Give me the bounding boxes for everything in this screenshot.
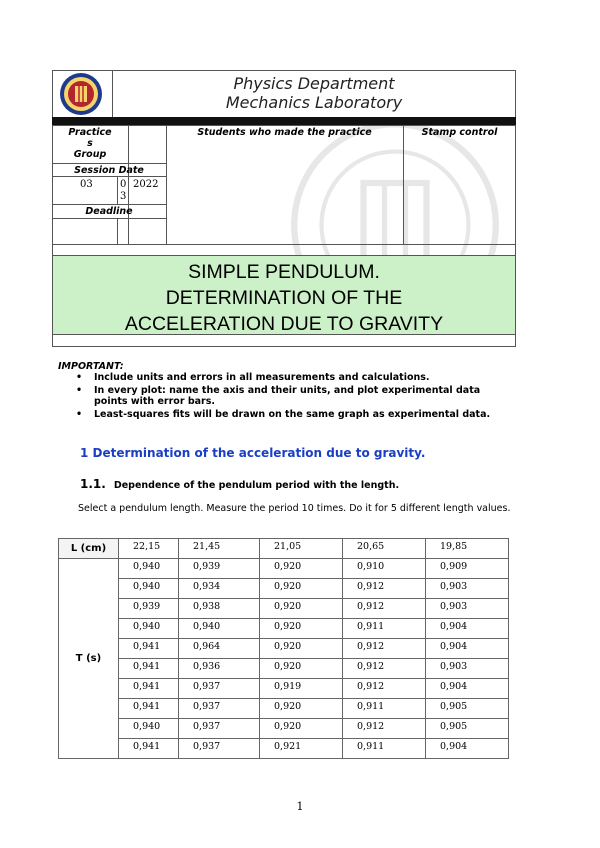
period-cell: 0,912 xyxy=(343,599,426,619)
period-cell: 0,939 xyxy=(119,599,179,619)
list-item-text: Least-squares fits will be drawn on the same graph as experimental data. xyxy=(94,408,491,420)
period-cell: 0,920 xyxy=(260,599,343,619)
period-cell: 0,904 xyxy=(426,679,509,699)
bullet-icon: • xyxy=(76,384,83,396)
session-year: 2022 xyxy=(133,179,159,190)
measurement-table xyxy=(58,538,509,759)
table-row xyxy=(59,599,509,619)
period-cell: 0,941 xyxy=(119,659,179,679)
period-cell: 0,940 xyxy=(119,579,179,599)
period-cell: 0,921 xyxy=(260,739,343,759)
university-logo-icon xyxy=(57,71,105,117)
list-item xyxy=(76,385,516,408)
list-item-text: Include units and errors in all measurements and calculations. xyxy=(94,372,430,383)
period-cell: 0,941 xyxy=(119,679,179,699)
session-date-label: Session Date xyxy=(74,165,144,176)
subsection-number: 1.1. xyxy=(80,477,106,491)
period-cell: 0,937 xyxy=(179,699,260,719)
table-row xyxy=(59,579,509,599)
period-cell: 0,936 xyxy=(179,659,260,679)
title-line: ACCELERATION DUE TO GRAVITY xyxy=(124,313,444,335)
period-cell: 0,920 xyxy=(260,699,343,719)
period-cell: 0,904 xyxy=(426,639,509,659)
period-cell: 0,912 xyxy=(343,579,426,599)
bullet-icon: • xyxy=(76,408,83,420)
period-cell: 0,912 xyxy=(343,679,426,699)
period-cell: 0,919 xyxy=(260,679,343,699)
period-cell: 0,903 xyxy=(426,599,509,619)
laboratory-name: Mechanics Laboratory xyxy=(225,93,403,112)
table-row xyxy=(59,719,509,739)
grid-line xyxy=(117,176,118,204)
stamp-control-label: Stamp control xyxy=(421,127,498,138)
important-list xyxy=(76,372,516,421)
grid-line xyxy=(52,218,166,219)
period-cell: 0,937 xyxy=(179,719,260,739)
grid-line xyxy=(403,125,404,245)
practices-group-label: Practice s Group xyxy=(68,127,112,160)
period-cell: 0,937 xyxy=(179,739,260,759)
spacer-row xyxy=(52,335,516,347)
header-bar xyxy=(52,117,516,125)
table-row xyxy=(59,559,509,579)
list-item xyxy=(76,372,516,384)
bullet-icon: • xyxy=(76,372,83,383)
length-cell: 20,65 xyxy=(343,539,426,559)
period-cell: 0,940 xyxy=(119,559,179,579)
period-cell: 0,938 xyxy=(179,599,260,619)
period-cell: 0,911 xyxy=(343,619,426,639)
list-item-text: In every plot: name the axis and their units, and plot experimental data points with error bars. xyxy=(94,384,481,407)
table-row xyxy=(59,659,509,679)
subsection-title: Dependence of the pendulum period with the length. xyxy=(113,480,400,491)
period-cell: 0,941 xyxy=(119,699,179,719)
period-cell: 0,904 xyxy=(426,739,509,759)
document-title xyxy=(52,259,516,337)
period-header: T (s) xyxy=(59,559,119,759)
period-cell: 0,910 xyxy=(343,559,426,579)
list-item xyxy=(76,409,516,421)
important-label: IMPORTANT: xyxy=(58,361,124,372)
period-cell: 0,912 xyxy=(343,639,426,659)
period-cell: 0,905 xyxy=(426,719,509,739)
grid-line xyxy=(128,125,129,245)
title-line: SIMPLE PENDULUM. xyxy=(188,261,380,283)
period-cell: 0,909 xyxy=(426,559,509,579)
period-cell: 0,920 xyxy=(260,659,343,679)
spacer-row xyxy=(52,245,516,255)
table-row xyxy=(59,619,509,639)
period-cell: 0,939 xyxy=(179,559,260,579)
period-cell: 0,912 xyxy=(343,719,426,739)
subsection-heading xyxy=(80,477,399,491)
grid-line xyxy=(52,163,166,164)
session-day: 03 xyxy=(80,179,93,190)
students-label: Students who made the practice xyxy=(197,127,372,138)
length-cell: 22,15 xyxy=(119,539,179,559)
table-row xyxy=(59,699,509,719)
period-cell: 0,941 xyxy=(119,639,179,659)
period-cell: 0,920 xyxy=(260,619,343,639)
length-cell: 19,85 xyxy=(426,539,509,559)
table-row xyxy=(59,679,509,699)
period-cell: 0,920 xyxy=(260,639,343,659)
title-line: DETERMINATION OF THE xyxy=(165,287,403,309)
section-heading: 1 Determination of the acceleration due to gravity. xyxy=(80,446,426,460)
grid-line xyxy=(166,125,167,245)
length-cell: 21,05 xyxy=(260,539,343,559)
period-cell: 0,934 xyxy=(179,579,260,599)
period-cell: 0,912 xyxy=(343,659,426,679)
page-number: 1 xyxy=(296,800,304,813)
period-cell: 0,911 xyxy=(343,739,426,759)
period-cell: 0,940 xyxy=(179,619,260,639)
grid-line xyxy=(52,204,166,205)
deadline-label: Deadline xyxy=(85,206,133,217)
header-titles xyxy=(112,74,516,112)
period-cell: 0,940 xyxy=(119,619,179,639)
period-cell: 0,920 xyxy=(260,559,343,579)
period-cell: 0,964 xyxy=(179,639,260,659)
table-row xyxy=(59,539,509,559)
length-header: L (cm) xyxy=(59,539,119,559)
grid-line xyxy=(52,176,166,177)
period-cell: 0,937 xyxy=(179,679,260,699)
department-name: Physics Department xyxy=(233,74,395,93)
instructions-paragraph: Select a pendulum length. Measure the period 10 times. Do it for 5 different length values. xyxy=(78,503,511,514)
period-cell: 0,920 xyxy=(260,579,343,599)
period-cell: 0,920 xyxy=(260,719,343,739)
period-cell: 0,903 xyxy=(426,579,509,599)
period-cell: 0,940 xyxy=(119,719,179,739)
period-cell: 0,903 xyxy=(426,659,509,679)
length-cell: 21,45 xyxy=(179,539,260,559)
grid-line xyxy=(117,218,118,245)
period-cell: 0,905 xyxy=(426,699,509,719)
period-cell: 0,911 xyxy=(343,699,426,719)
session-month: 0 3 xyxy=(120,179,127,202)
period-cell: 0,904 xyxy=(426,619,509,639)
table-row xyxy=(59,739,509,759)
period-cell: 0,941 xyxy=(119,739,179,759)
table-row xyxy=(59,639,509,659)
